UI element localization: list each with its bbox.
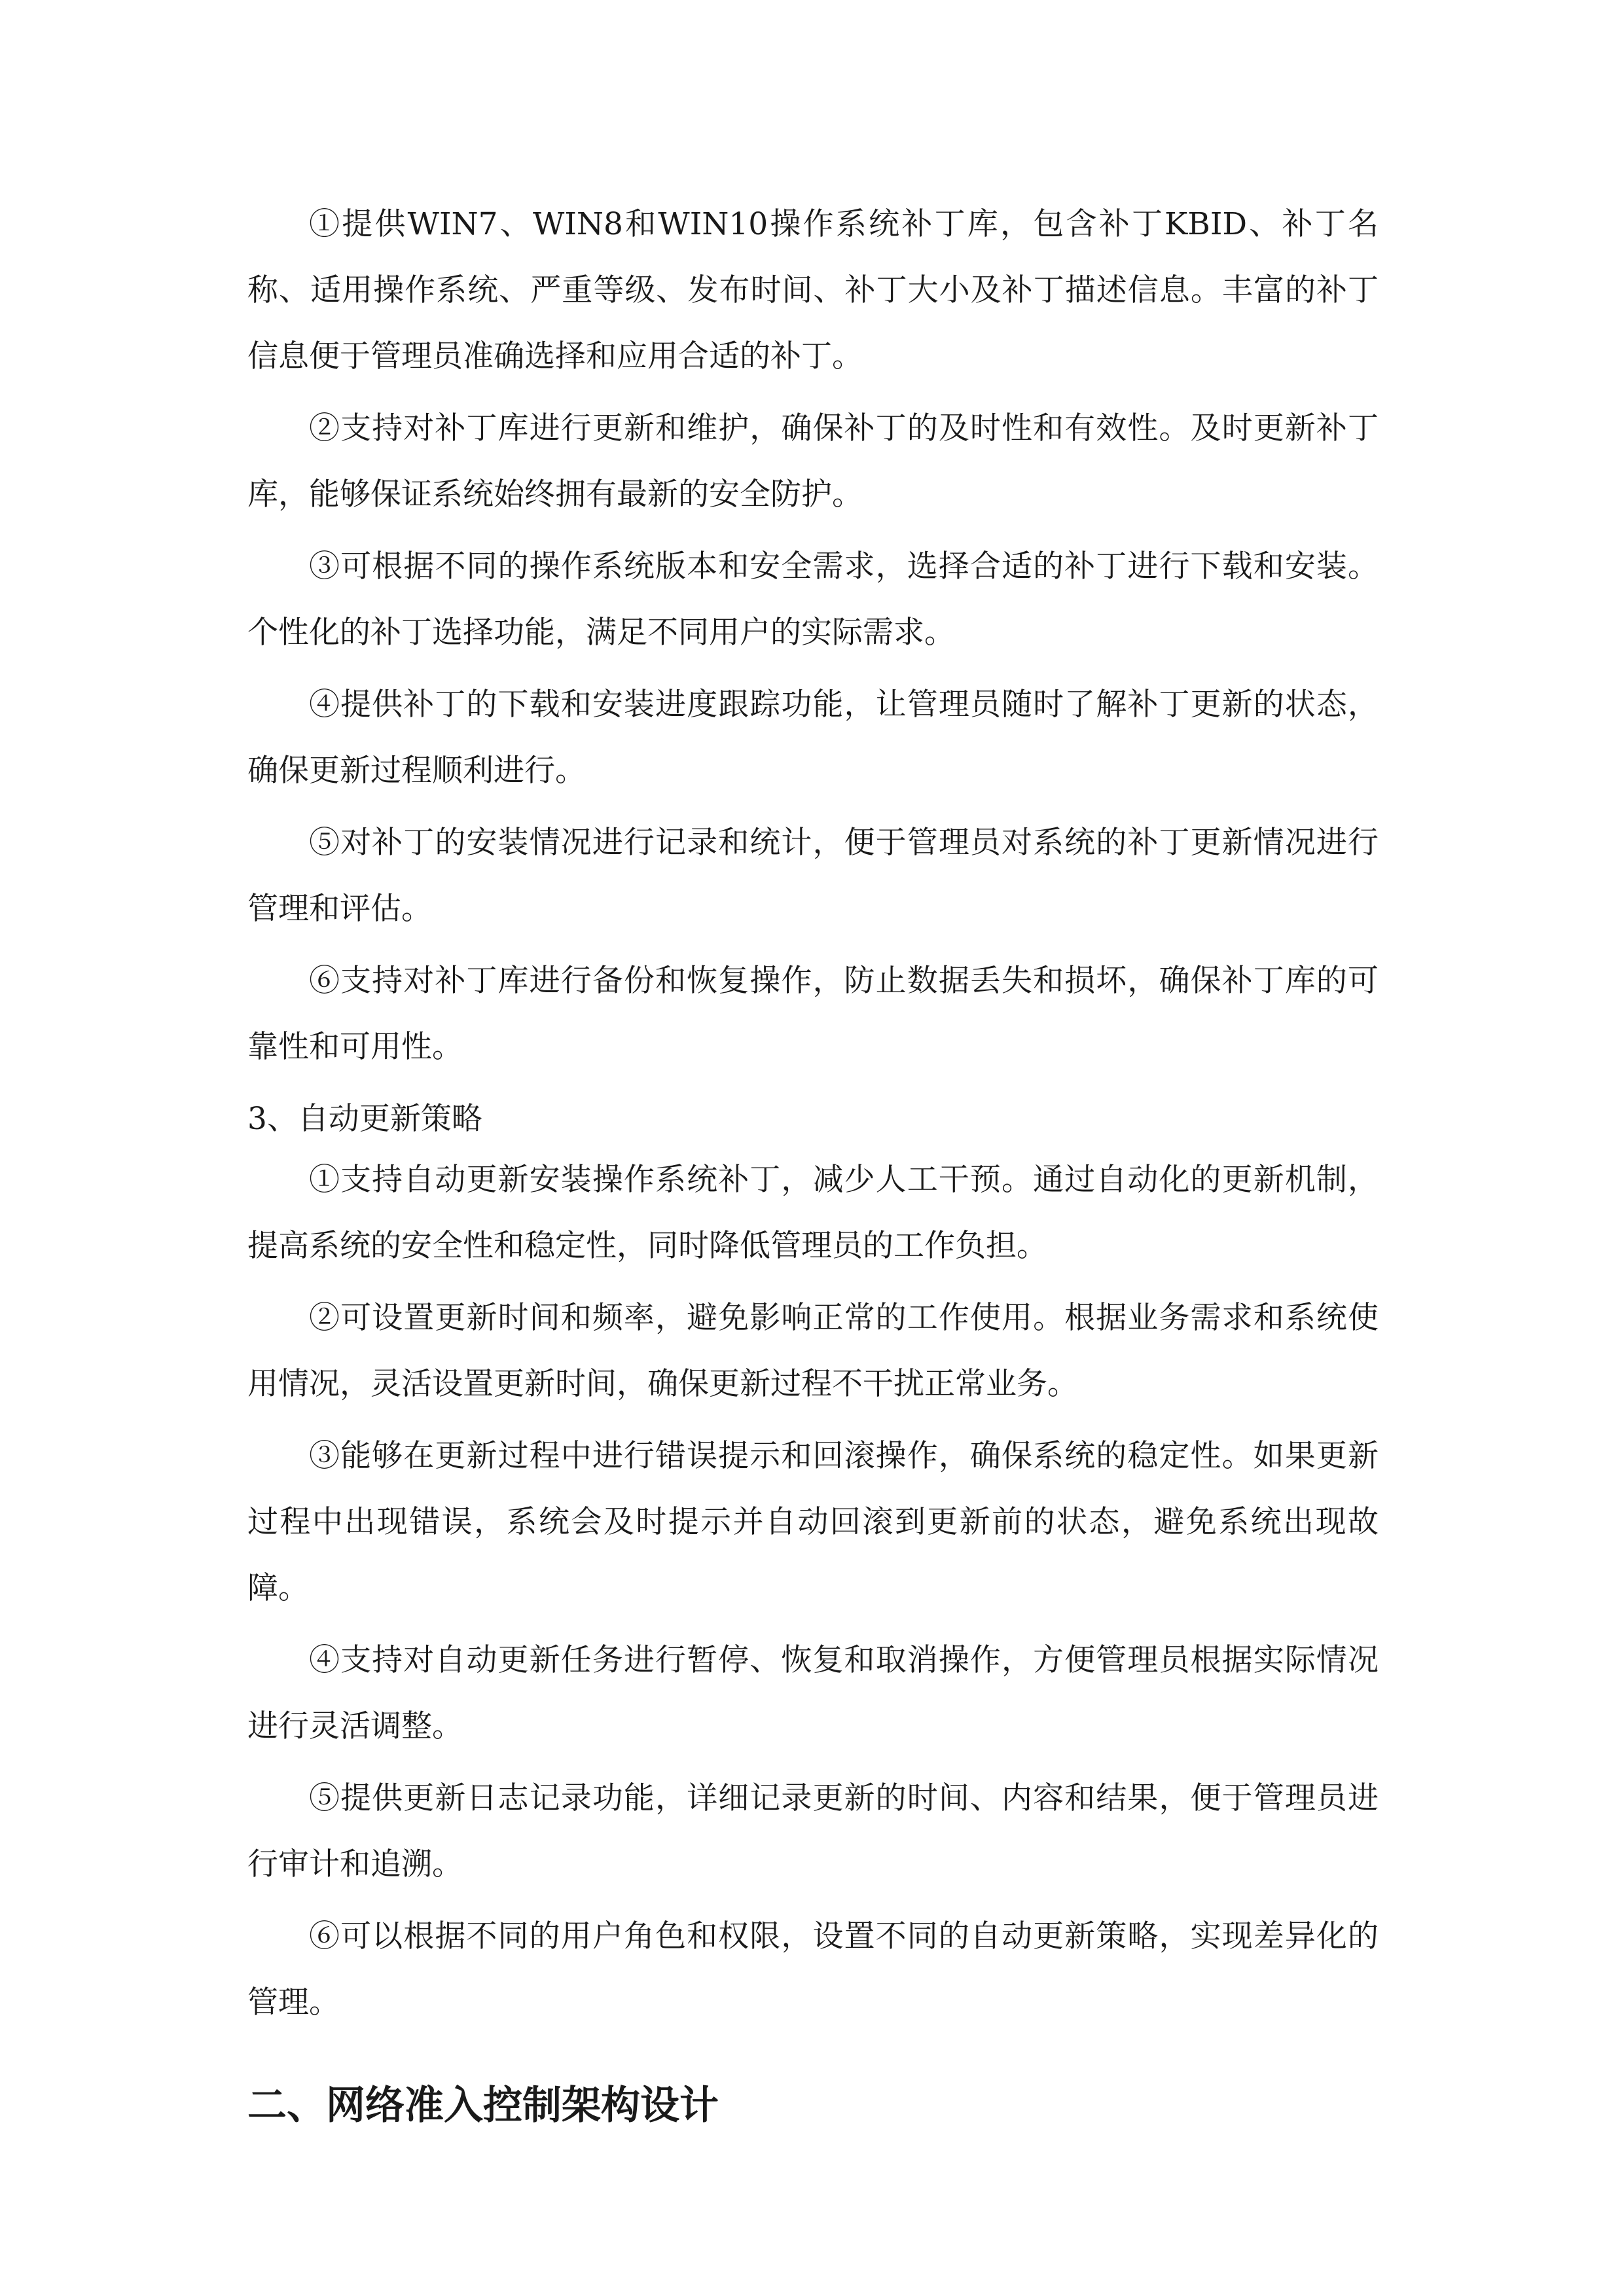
auto-update-item-3: ③能够在更新过程中进行错误提示和回滚操作，确保系统的稳定性。如果更新过程中出现错误，系统会及时提示并自动回滚到更新前的状态，避免系统出现故障。 xyxy=(247,1438,1379,1606)
patch-library-item-2: ②支持对补丁库进行更新和维护，确保补丁的及时性和有效性。及时更新补丁库，能够保证系统始终拥有最新的安全防护。 xyxy=(247,410,1379,512)
patch-library-item-4: ④提供补丁的下载和安装进度跟踪功能，让管理员随时了解补丁更新的状态，确保更新过程顺利进行。 xyxy=(247,687,1379,789)
auto-update-heading: 3、自动更新策略 xyxy=(247,1101,482,1137)
patch-library-item-1: ①提供WIN7、WIN8和WIN10操作系统补丁库，包含补丁KBID、补丁名称、适用操作系统、严重等级、发布时间、补丁大小及补丁描述信息。丰富的补丁信息便于管理员准确选择和应用合适的补丁。 xyxy=(247,206,1379,374)
auto-update-item-2: ②可设置更新时间和频率，避免影响正常的工作使用。根据业务需求和系统使用情况，灵活设置更新时间，确保更新过程不干扰正常业务。 xyxy=(247,1300,1379,1402)
auto-update-item-4: ④支持对自动更新任务进行暂停、恢复和取消操作，方便管理员根据实际情况进行灵活调整。 xyxy=(247,1642,1379,1744)
auto-update-item-5: ⑤提供更新日志记录功能，详细记录更新的时间、内容和结果，便于管理员进行审计和追溯。 xyxy=(247,1780,1379,1882)
patch-library-item-3: ③可根据不同的操作系统版本和安全需求，选择合适的补丁进行下载和安装。个性化的补丁选择功能，满足不同用户的实际需求。 xyxy=(247,548,1379,651)
auto-update-item-6: ⑥可以根据不同的用户角色和权限，设置不同的自动更新策略，实现差异化的管理。 xyxy=(247,1918,1379,2020)
auto-update-item-1: ①支持自动更新安装操作系统补丁，减少人工干预。通过自动化的更新机制，提高系统的安全性和稳定性，同时降低管理员的工作负担。 xyxy=(247,1162,1379,1264)
patch-library-item-6: ⑥支持对补丁库进行备份和恢复操作，防止数据丢失和损坏，确保补丁库的可靠性和可用性。 xyxy=(247,963,1379,1065)
section-title: 二、网络准入控制架构设计 xyxy=(247,2083,719,2128)
page-content xyxy=(247,191,1379,2142)
patch-library-item-5: ⑤对补丁的安装情况进行记录和统计，便于管理员对系统的补丁更新情况进行管理和评估。 xyxy=(247,825,1379,927)
